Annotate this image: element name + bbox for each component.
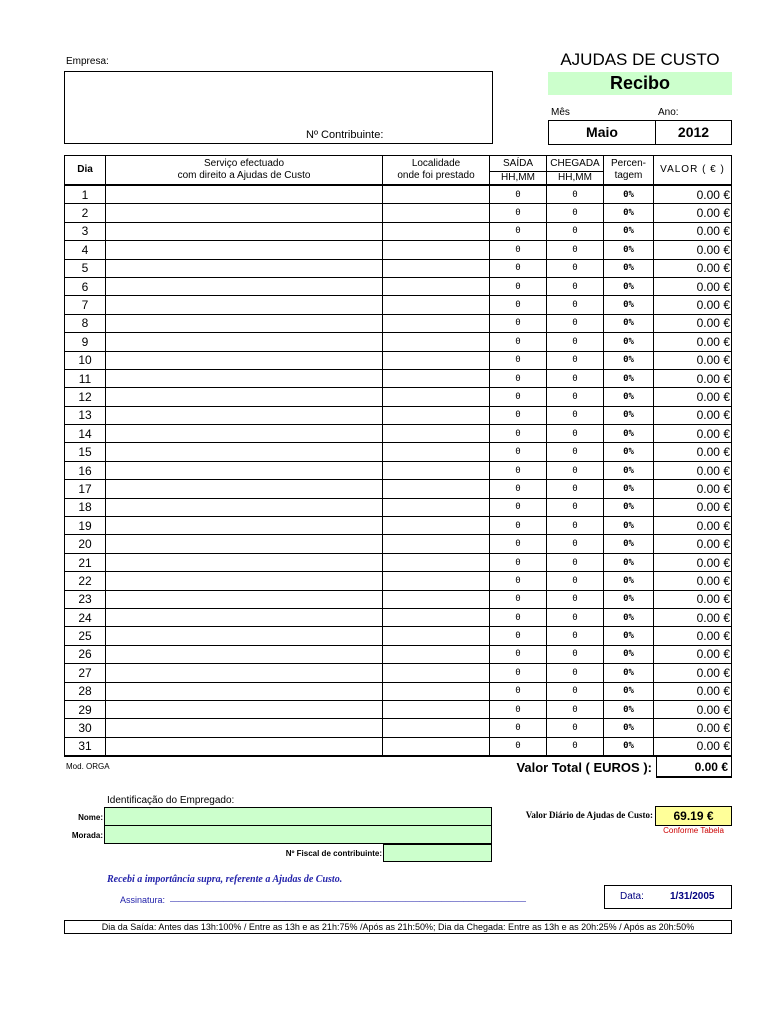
contribuinte-label: Nº Contribuinte: bbox=[306, 129, 384, 141]
row-percentagem: 0% bbox=[604, 277, 654, 295]
row-dia: 21 bbox=[65, 553, 106, 571]
nome-field[interactable] bbox=[104, 807, 492, 826]
row-localidade[interactable] bbox=[383, 443, 490, 461]
table-row bbox=[65, 296, 732, 314]
page-title: AJUDAS DE CUSTO bbox=[560, 50, 720, 69]
morada-field[interactable] bbox=[104, 825, 492, 844]
row-valor: 0.00 € bbox=[654, 627, 732, 645]
table-row bbox=[65, 517, 732, 535]
row-saida[interactable]: 0 bbox=[490, 627, 547, 645]
row-dia: 30 bbox=[65, 719, 106, 737]
row-valor: 0.00 € bbox=[654, 425, 732, 443]
row-percentagem: 0% bbox=[604, 406, 654, 424]
row-dia: 28 bbox=[65, 682, 106, 700]
employee-section-label: Identificação do Empregado: bbox=[107, 795, 235, 806]
mes-field[interactable]: Maio bbox=[548, 120, 656, 145]
table-row bbox=[65, 627, 732, 645]
row-servico[interactable] bbox=[106, 406, 383, 424]
row-servico[interactable] bbox=[106, 241, 383, 259]
footer-note: Dia da Saída: Antes das 13h:100% / Entre as 13h e as 21h:75% /Após as 21h:50%; Dia da Chegada: Entre as 13h e as 20h:25% / Após as 20h:50% bbox=[64, 920, 732, 934]
row-percentagem: 0% bbox=[604, 222, 654, 240]
table-row bbox=[65, 645, 732, 663]
nif-label: Nº Fiscal de contribuinte: bbox=[285, 849, 382, 858]
col-header-dia: Dia bbox=[65, 156, 106, 186]
row-servico[interactable] bbox=[106, 425, 383, 443]
row-localidade[interactable] bbox=[383, 222, 490, 240]
row-localidade[interactable] bbox=[383, 241, 490, 259]
table-row bbox=[65, 259, 732, 277]
row-chegada[interactable]: 0 bbox=[547, 425, 604, 443]
row-chegada[interactable]: 0 bbox=[547, 333, 604, 351]
row-dia: 8 bbox=[65, 314, 106, 332]
row-chegada[interactable]: 0 bbox=[547, 700, 604, 718]
empresa-box[interactable] bbox=[64, 71, 493, 144]
row-dia: 11 bbox=[65, 369, 106, 387]
row-valor: 0.00 € bbox=[654, 572, 732, 590]
row-saida[interactable]: 0 bbox=[490, 388, 547, 406]
row-percentagem: 0% bbox=[604, 517, 654, 535]
row-saida[interactable]: 0 bbox=[490, 185, 547, 204]
row-localidade[interactable] bbox=[383, 737, 490, 756]
col-header-percentagem: Percen- tagem bbox=[604, 156, 654, 186]
table-row bbox=[65, 406, 732, 424]
row-localidade[interactable] bbox=[383, 333, 490, 351]
row-saida[interactable]: 0 bbox=[490, 682, 547, 700]
row-servico[interactable] bbox=[106, 333, 383, 351]
row-dia: 26 bbox=[65, 645, 106, 663]
row-localidade[interactable] bbox=[383, 700, 490, 718]
row-dia: 2 bbox=[65, 204, 106, 222]
row-saida[interactable]: 0 bbox=[490, 480, 547, 498]
row-valor: 0.00 € bbox=[654, 185, 732, 204]
row-percentagem: 0% bbox=[604, 443, 654, 461]
row-localidade[interactable] bbox=[383, 498, 490, 516]
row-chegada[interactable]: 0 bbox=[547, 664, 604, 682]
expenses-table bbox=[64, 155, 732, 757]
row-chegada[interactable]: 0 bbox=[547, 461, 604, 479]
data-value: 1/31/2005 bbox=[670, 891, 715, 902]
row-valor: 0.00 € bbox=[654, 351, 732, 369]
row-servico[interactable] bbox=[106, 480, 383, 498]
row-servico[interactable] bbox=[106, 351, 383, 369]
table-row bbox=[65, 241, 732, 259]
col-header-servico: Serviço efectuado com direito a Ajudas de Custo bbox=[106, 156, 383, 186]
row-percentagem: 0% bbox=[604, 700, 654, 718]
col-header-saida: SAÍDA bbox=[490, 156, 547, 172]
table-row bbox=[65, 369, 732, 387]
table-row bbox=[65, 700, 732, 718]
row-valor: 0.00 € bbox=[654, 737, 732, 756]
data-label: Data: bbox=[620, 891, 644, 902]
total-value: 0.00 € bbox=[656, 756, 732, 778]
row-valor: 0.00 € bbox=[654, 259, 732, 277]
row-percentagem: 0% bbox=[604, 241, 654, 259]
row-chegada[interactable]: 0 bbox=[547, 535, 604, 553]
table-row bbox=[65, 388, 732, 406]
row-saida[interactable]: 0 bbox=[490, 664, 547, 682]
row-saida[interactable]: 0 bbox=[490, 369, 547, 387]
row-servico[interactable] bbox=[106, 277, 383, 295]
row-localidade[interactable] bbox=[383, 369, 490, 387]
col-header-valor: VALOR ( € ) bbox=[654, 156, 732, 186]
row-saida[interactable]: 0 bbox=[490, 590, 547, 608]
row-servico[interactable] bbox=[106, 259, 383, 277]
row-saida[interactable]: 0 bbox=[490, 700, 547, 718]
row-valor: 0.00 € bbox=[654, 314, 732, 332]
nif-field[interactable] bbox=[383, 844, 492, 862]
row-valor: 0.00 € bbox=[654, 204, 732, 222]
row-localidade[interactable] bbox=[383, 719, 490, 737]
row-localidade[interactable] bbox=[383, 425, 490, 443]
row-dia: 10 bbox=[65, 351, 106, 369]
row-localidade[interactable] bbox=[383, 296, 490, 314]
row-servico[interactable] bbox=[106, 517, 383, 535]
row-servico[interactable] bbox=[106, 627, 383, 645]
row-percentagem: 0% bbox=[604, 259, 654, 277]
row-localidade[interactable] bbox=[383, 314, 490, 332]
row-localidade[interactable] bbox=[383, 553, 490, 571]
row-dia: 7 bbox=[65, 296, 106, 314]
table-row bbox=[65, 314, 732, 332]
row-localidade[interactable] bbox=[383, 406, 490, 424]
col-header-chegada: CHEGADA bbox=[547, 156, 604, 172]
row-valor: 0.00 € bbox=[654, 333, 732, 351]
table-row bbox=[65, 443, 732, 461]
row-dia: 23 bbox=[65, 590, 106, 608]
row-localidade[interactable] bbox=[383, 259, 490, 277]
row-valor: 0.00 € bbox=[654, 719, 732, 737]
row-saida[interactable]: 0 bbox=[490, 572, 547, 590]
mes-label: Mês bbox=[551, 107, 570, 118]
row-servico[interactable] bbox=[106, 645, 383, 663]
row-localidade[interactable] bbox=[383, 204, 490, 222]
table-row bbox=[65, 333, 732, 351]
row-chegada[interactable]: 0 bbox=[547, 222, 604, 240]
table-row bbox=[65, 277, 732, 295]
row-saida[interactable]: 0 bbox=[490, 535, 547, 553]
row-saida[interactable]: 0 bbox=[490, 296, 547, 314]
conforme-label: Conforme Tabela bbox=[663, 826, 724, 835]
row-percentagem: 0% bbox=[604, 351, 654, 369]
row-chegada[interactable]: 0 bbox=[547, 241, 604, 259]
row-chegada[interactable]: 0 bbox=[547, 185, 604, 204]
row-chegada[interactable]: 0 bbox=[547, 627, 604, 645]
row-valor: 0.00 € bbox=[654, 443, 732, 461]
row-saida[interactable]: 0 bbox=[490, 608, 547, 626]
row-localidade[interactable] bbox=[383, 517, 490, 535]
row-servico[interactable] bbox=[106, 535, 383, 553]
row-dia: 22 bbox=[65, 572, 106, 590]
row-chegada[interactable]: 0 bbox=[547, 259, 604, 277]
row-chegada[interactable]: 0 bbox=[547, 645, 604, 663]
row-saida[interactable]: 0 bbox=[490, 425, 547, 443]
data-box[interactable] bbox=[604, 885, 732, 909]
row-servico[interactable] bbox=[106, 700, 383, 718]
diario-value[interactable]: 69.19 € bbox=[655, 806, 732, 826]
row-localidade[interactable] bbox=[383, 572, 490, 590]
row-chegada[interactable]: 0 bbox=[547, 277, 604, 295]
col-header-saida-unit: HH,MM bbox=[490, 172, 547, 186]
row-valor: 0.00 € bbox=[654, 590, 732, 608]
row-saida[interactable]: 0 bbox=[490, 333, 547, 351]
row-saida[interactable]: 0 bbox=[490, 517, 547, 535]
row-saida[interactable]: 0 bbox=[490, 259, 547, 277]
row-percentagem: 0% bbox=[604, 627, 654, 645]
row-saida[interactable]: 0 bbox=[490, 241, 547, 259]
row-servico[interactable] bbox=[106, 719, 383, 737]
row-valor: 0.00 € bbox=[654, 296, 732, 314]
row-valor: 0.00 € bbox=[654, 608, 732, 626]
row-chegada[interactable]: 0 bbox=[547, 572, 604, 590]
row-percentagem: 0% bbox=[604, 572, 654, 590]
row-chegada[interactable]: 0 bbox=[547, 406, 604, 424]
row-dia: 27 bbox=[65, 664, 106, 682]
row-percentagem: 0% bbox=[604, 333, 654, 351]
row-chegada[interactable]: 0 bbox=[547, 682, 604, 700]
row-dia: 29 bbox=[65, 700, 106, 718]
row-chegada[interactable]: 0 bbox=[547, 443, 604, 461]
row-dia: 19 bbox=[65, 517, 106, 535]
row-dia: 9 bbox=[65, 333, 106, 351]
diario-label: Valor Diário de Ajudas de Custo: bbox=[525, 810, 653, 820]
receipt-statement: Recebi a importância supra, referente a Ajudas de Custo. bbox=[107, 874, 343, 885]
row-percentagem: 0% bbox=[604, 185, 654, 204]
row-localidade[interactable] bbox=[383, 480, 490, 498]
row-percentagem: 0% bbox=[604, 553, 654, 571]
nome-label: Nome: bbox=[78, 813, 103, 822]
row-saida[interactable]: 0 bbox=[490, 406, 547, 424]
row-dia: 24 bbox=[65, 608, 106, 626]
table-row bbox=[65, 737, 732, 756]
table-row bbox=[65, 425, 732, 443]
col-header-chegada-unit: HH,MM bbox=[547, 172, 604, 186]
table-row bbox=[65, 351, 732, 369]
row-valor: 0.00 € bbox=[654, 498, 732, 516]
row-chegada[interactable]: 0 bbox=[547, 590, 604, 608]
row-valor: 0.00 € bbox=[654, 388, 732, 406]
table-row bbox=[65, 185, 732, 204]
row-chegada[interactable]: 0 bbox=[547, 369, 604, 387]
row-valor: 0.00 € bbox=[654, 517, 732, 535]
table-row bbox=[65, 608, 732, 626]
row-dia: 25 bbox=[65, 627, 106, 645]
table-row bbox=[65, 204, 732, 222]
row-servico[interactable] bbox=[106, 590, 383, 608]
row-dia: 4 bbox=[65, 241, 106, 259]
row-servico[interactable] bbox=[106, 185, 383, 204]
row-servico[interactable] bbox=[106, 369, 383, 387]
row-servico[interactable] bbox=[106, 664, 383, 682]
row-servico[interactable] bbox=[106, 572, 383, 590]
row-saida[interactable]: 0 bbox=[490, 204, 547, 222]
row-servico[interactable] bbox=[106, 296, 383, 314]
row-valor: 0.00 € bbox=[654, 682, 732, 700]
row-localidade[interactable] bbox=[383, 388, 490, 406]
row-saida[interactable]: 0 bbox=[490, 553, 547, 571]
row-valor: 0.00 € bbox=[654, 700, 732, 718]
row-percentagem: 0% bbox=[604, 719, 654, 737]
row-chegada[interactable]: 0 bbox=[547, 737, 604, 756]
row-chegada[interactable]: 0 bbox=[547, 351, 604, 369]
row-saida[interactable]: 0 bbox=[490, 277, 547, 295]
table-row bbox=[65, 719, 732, 737]
row-saida[interactable]: 0 bbox=[490, 314, 547, 332]
row-percentagem: 0% bbox=[604, 461, 654, 479]
table-row bbox=[65, 590, 732, 608]
row-percentagem: 0% bbox=[604, 296, 654, 314]
row-dia: 31 bbox=[65, 737, 106, 756]
row-chegada[interactable]: 0 bbox=[547, 296, 604, 314]
row-percentagem: 0% bbox=[604, 480, 654, 498]
row-dia: 3 bbox=[65, 222, 106, 240]
row-valor: 0.00 € bbox=[654, 222, 732, 240]
row-valor: 0.00 € bbox=[654, 535, 732, 553]
row-servico[interactable] bbox=[106, 553, 383, 571]
row-chegada[interactable]: 0 bbox=[547, 719, 604, 737]
row-dia: 16 bbox=[65, 461, 106, 479]
row-localidade[interactable] bbox=[383, 645, 490, 663]
table-row bbox=[65, 572, 732, 590]
row-dia: 13 bbox=[65, 406, 106, 424]
row-saida[interactable]: 0 bbox=[490, 737, 547, 756]
row-saida[interactable]: 0 bbox=[490, 461, 547, 479]
row-saida[interactable]: 0 bbox=[490, 645, 547, 663]
row-localidade[interactable] bbox=[383, 185, 490, 204]
row-localidade[interactable] bbox=[383, 664, 490, 682]
col-header-localidade: Localidade onde foi prestado bbox=[383, 156, 490, 186]
row-localidade[interactable] bbox=[383, 627, 490, 645]
row-percentagem: 0% bbox=[604, 535, 654, 553]
row-valor: 0.00 € bbox=[654, 277, 732, 295]
row-dia: 15 bbox=[65, 443, 106, 461]
row-dia: 1 bbox=[65, 185, 106, 204]
ano-field[interactable]: 2012 bbox=[655, 120, 732, 145]
row-percentagem: 0% bbox=[604, 590, 654, 608]
row-chegada[interactable]: 0 bbox=[547, 553, 604, 571]
mod-label: Mod. ORGA bbox=[66, 762, 110, 771]
row-servico[interactable] bbox=[106, 443, 383, 461]
row-dia: 5 bbox=[65, 259, 106, 277]
row-valor: 0.00 € bbox=[654, 369, 732, 387]
row-percentagem: 0% bbox=[604, 664, 654, 682]
row-dia: 14 bbox=[65, 425, 106, 443]
row-localidade[interactable] bbox=[383, 461, 490, 479]
row-chegada[interactable]: 0 bbox=[547, 480, 604, 498]
row-valor: 0.00 € bbox=[654, 241, 732, 259]
morada-label: Morada: bbox=[71, 831, 103, 840]
assinatura-line[interactable]: ________________________________________________________________________________ bbox=[170, 893, 526, 902]
row-percentagem: 0% bbox=[604, 498, 654, 516]
row-percentagem: 0% bbox=[604, 608, 654, 626]
row-dia: 12 bbox=[65, 388, 106, 406]
row-servico[interactable] bbox=[106, 388, 383, 406]
row-chegada[interactable]: 0 bbox=[547, 388, 604, 406]
row-dia: 17 bbox=[65, 480, 106, 498]
row-dia: 20 bbox=[65, 535, 106, 553]
row-valor: 0.00 € bbox=[654, 461, 732, 479]
row-valor: 0.00 € bbox=[654, 553, 732, 571]
row-saida[interactable]: 0 bbox=[490, 443, 547, 461]
table-row bbox=[65, 664, 732, 682]
empresa-label: Empresa: bbox=[66, 56, 109, 67]
row-percentagem: 0% bbox=[604, 737, 654, 756]
row-localidade[interactable] bbox=[383, 277, 490, 295]
ano-label: Ano: bbox=[658, 107, 679, 118]
total-label: Valor Total ( EUROS ): bbox=[516, 760, 652, 775]
row-valor: 0.00 € bbox=[654, 645, 732, 663]
table-row bbox=[65, 553, 732, 571]
row-valor: 0.00 € bbox=[654, 406, 732, 424]
row-servico[interactable] bbox=[106, 204, 383, 222]
assinatura-label: Assinatura: bbox=[120, 895, 166, 905]
table-row bbox=[65, 222, 732, 240]
row-servico[interactable] bbox=[106, 314, 383, 332]
row-servico[interactable] bbox=[106, 461, 383, 479]
table-row bbox=[65, 535, 732, 553]
row-percentagem: 0% bbox=[604, 388, 654, 406]
row-percentagem: 0% bbox=[604, 682, 654, 700]
row-localidade[interactable] bbox=[383, 535, 490, 553]
row-dia: 6 bbox=[65, 277, 106, 295]
row-chegada[interactable]: 0 bbox=[547, 314, 604, 332]
row-localidade[interactable] bbox=[383, 682, 490, 700]
row-chegada[interactable]: 0 bbox=[547, 608, 604, 626]
row-saida[interactable]: 0 bbox=[490, 498, 547, 516]
row-servico[interactable] bbox=[106, 737, 383, 756]
row-saida[interactable]: 0 bbox=[490, 222, 547, 240]
table-row bbox=[65, 480, 732, 498]
row-localidade[interactable] bbox=[383, 608, 490, 626]
table-row bbox=[65, 461, 732, 479]
row-chegada[interactable]: 0 bbox=[547, 498, 604, 516]
row-localidade[interactable] bbox=[383, 351, 490, 369]
row-chegada[interactable]: 0 bbox=[547, 517, 604, 535]
row-chegada[interactable]: 0 bbox=[547, 204, 604, 222]
row-percentagem: 0% bbox=[604, 314, 654, 332]
row-percentagem: 0% bbox=[604, 645, 654, 663]
row-percentagem: 0% bbox=[604, 425, 654, 443]
row-valor: 0.00 € bbox=[654, 480, 732, 498]
table-row bbox=[65, 498, 732, 516]
row-percentagem: 0% bbox=[604, 204, 654, 222]
row-saida[interactable]: 0 bbox=[490, 351, 547, 369]
row-percentagem: 0% bbox=[604, 369, 654, 387]
row-saida[interactable]: 0 bbox=[490, 719, 547, 737]
table-row bbox=[65, 682, 732, 700]
row-servico[interactable] bbox=[106, 498, 383, 516]
row-valor: 0.00 € bbox=[654, 664, 732, 682]
row-localidade[interactable] bbox=[383, 590, 490, 608]
page-subtitle: Recibo bbox=[548, 72, 732, 95]
row-servico[interactable] bbox=[106, 608, 383, 626]
row-servico[interactable] bbox=[106, 222, 383, 240]
row-servico[interactable] bbox=[106, 682, 383, 700]
row-dia: 18 bbox=[65, 498, 106, 516]
